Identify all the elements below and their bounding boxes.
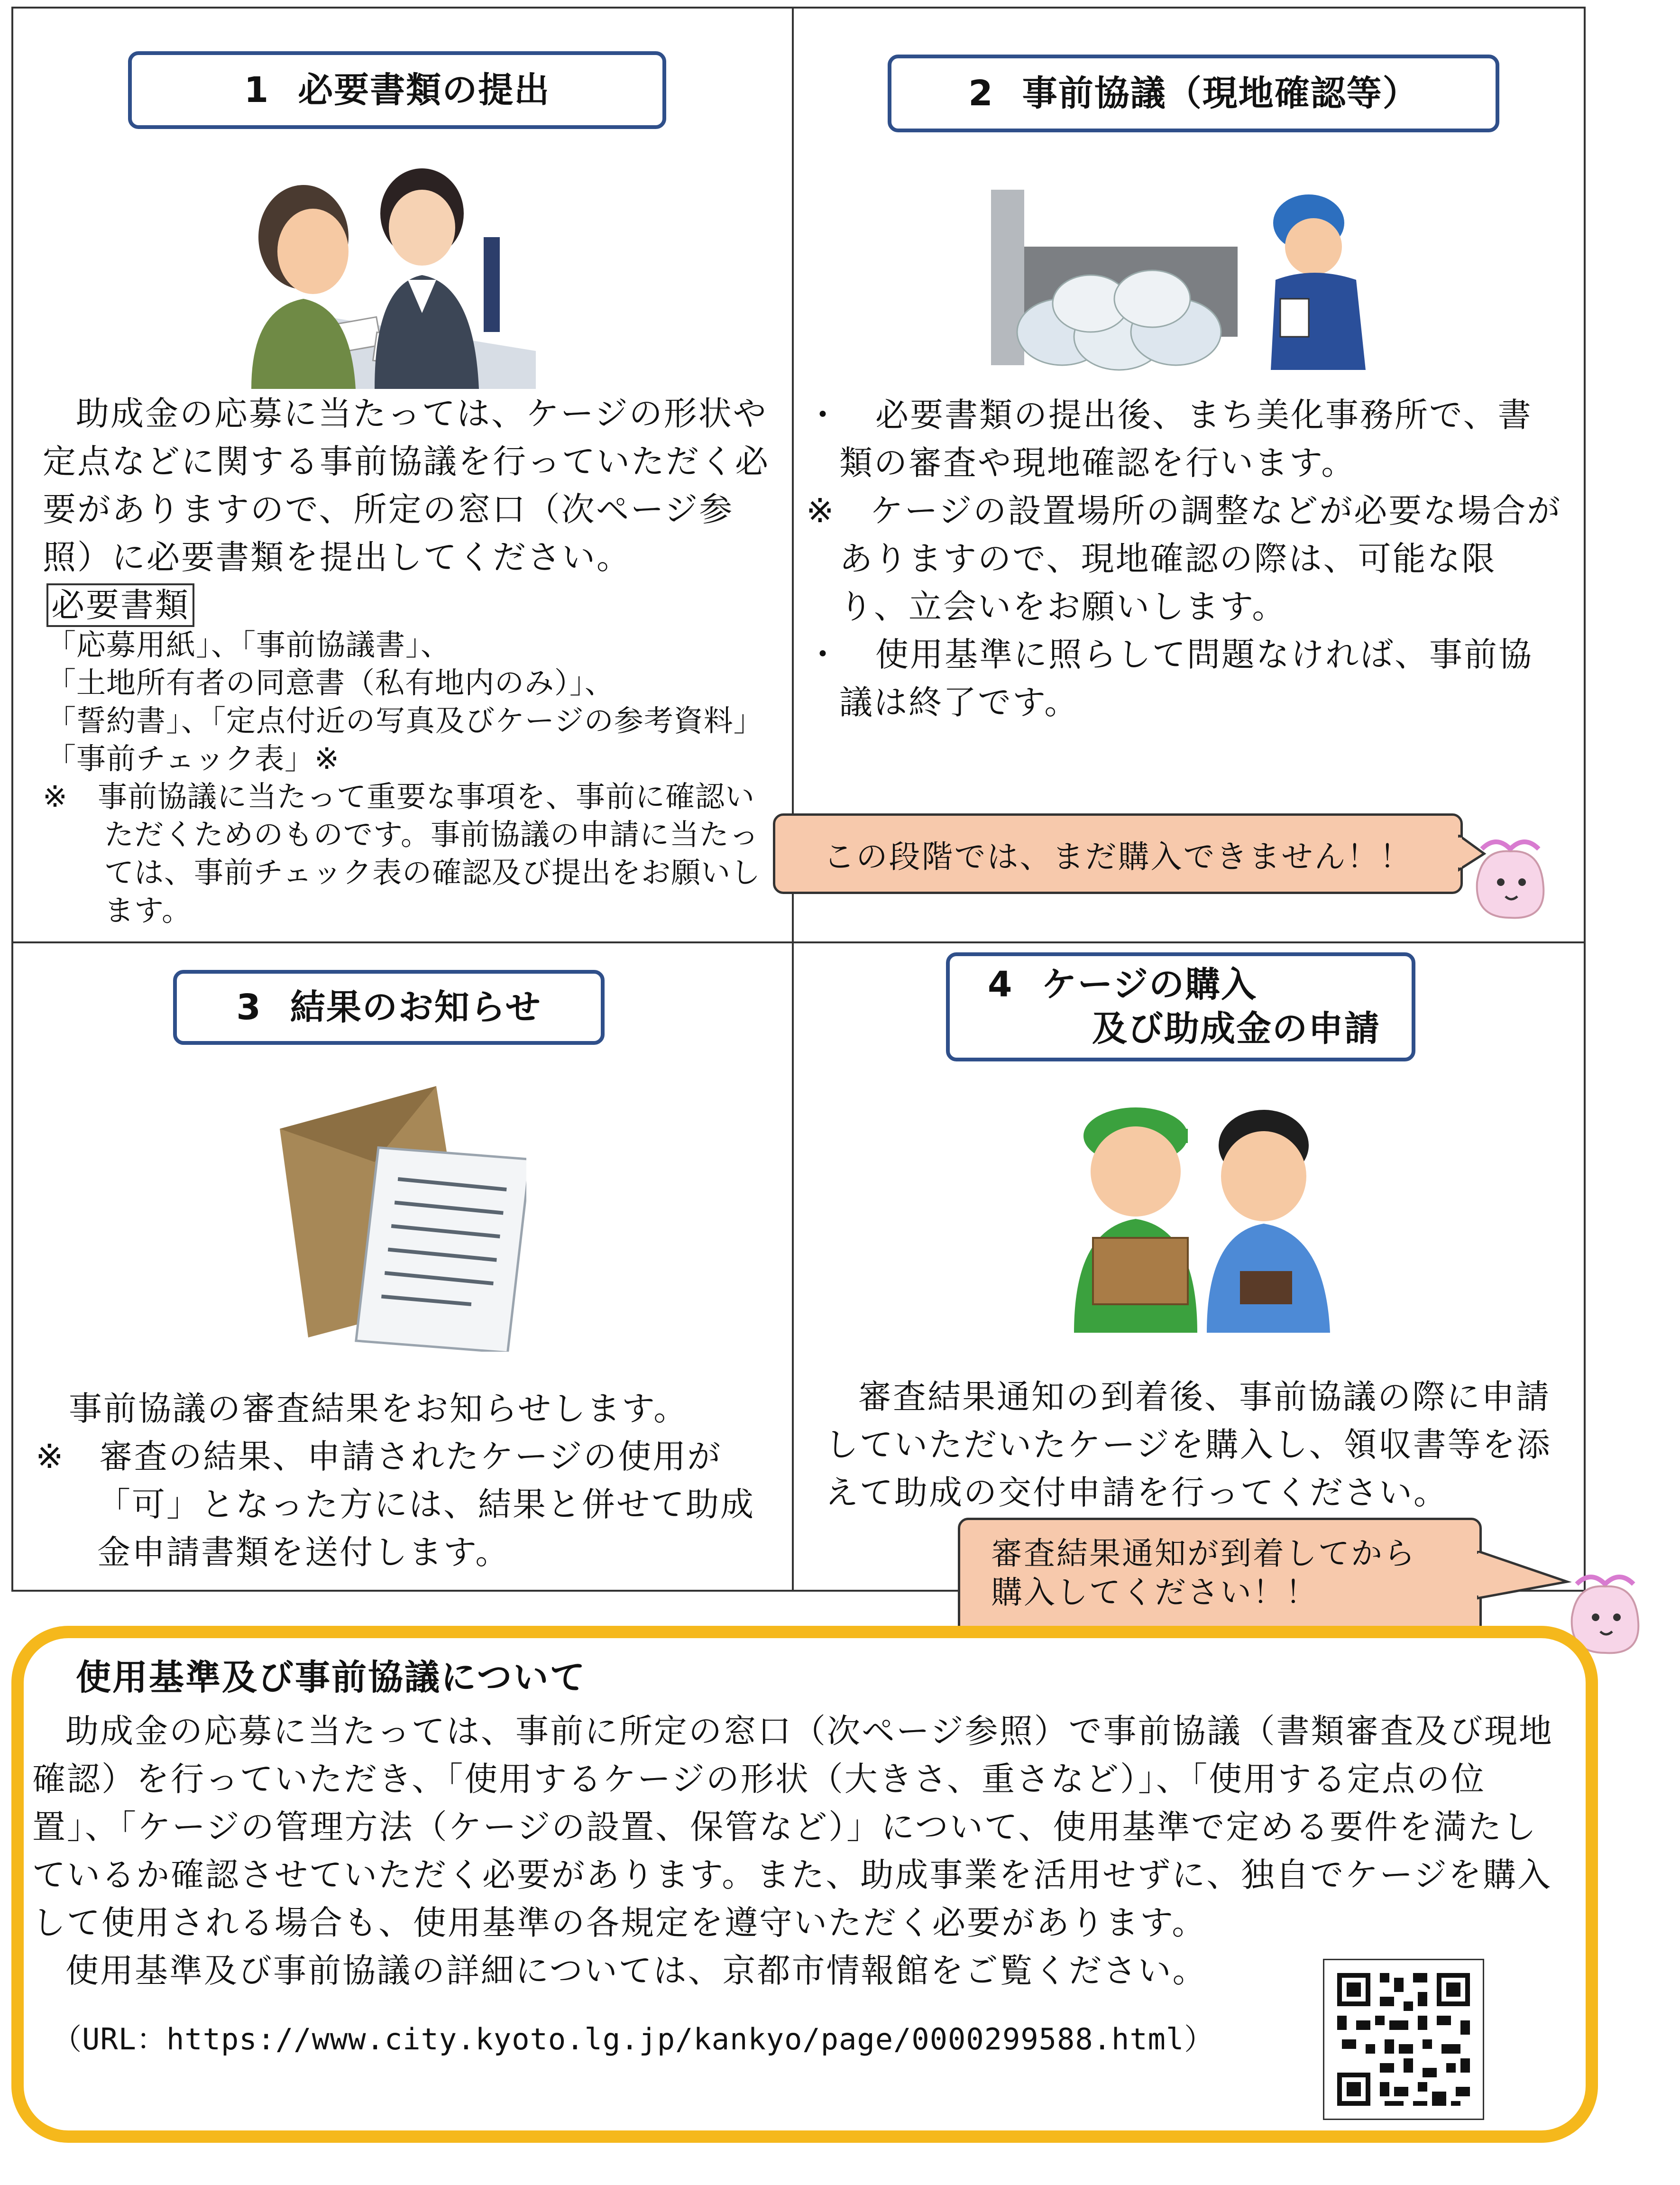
step4-title-line2: 及び助成金の申請: [1092, 1008, 1380, 1049]
step4-title-box: [946, 952, 1415, 1061]
grid-top-border: [11, 7, 1586, 9]
step2-number: 2: [968, 73, 994, 114]
step2-bubble-text: この段階では、まだ購入できません！！: [823, 838, 1413, 875]
step1-title-box: [128, 51, 666, 129]
step3-note: ※ 審査の結果、申請されたケージの使用が「可」となった方には、結果と併せて助成金申請書類を送付します。: [36, 1437, 755, 1572]
site-inspection-illustration: [991, 180, 1380, 379]
purchase-illustration: [1065, 1100, 1340, 1333]
step4-title-line1: [988, 964, 1257, 1005]
step3-title: 結果のお知らせ: [290, 986, 542, 1028]
step1-note-wrap: [43, 778, 775, 930]
step1-number: 1: [244, 69, 270, 111]
step4-text: 審査結果通知の到着後、事前協議の際に申請していただいたケージを購入し、領収書等を添えて助成の交付申請を行ってください。: [825, 1377, 1551, 1512]
step1-docs-label-wrap: [46, 581, 194, 629]
step4-number: 4: [988, 964, 1013, 1005]
grid-center-divider: [792, 7, 794, 1591]
envelope-document-illustration: [280, 1086, 526, 1352]
required-documents-label: 必要書類: [46, 583, 194, 627]
step4-warning-bubble: [958, 1518, 1482, 1636]
docs-line-2: 「土地所有者の同意書（私有地内のみ）」、: [46, 665, 615, 700]
step4-bubble-line1: 審査結果通知が到着してから: [991, 1535, 1416, 1572]
step3-number: 3: [236, 986, 262, 1028]
step2-line-3: ・ 使用基準に照らして問題なければ、事前協議は終了です。: [806, 635, 1533, 722]
step4-title-a: ケージの購入: [1041, 964, 1258, 1005]
grid-middle-divider: [11, 941, 1586, 943]
step1-note: ※ 事前協議に当たって重要な事項を、事前に確認いただくためのものです。事前協議の申請に当たっては、事前チェック表の確認及び提出をお願いします。: [43, 779, 761, 928]
footer-title: 使用基準及び事前協議について: [76, 1657, 587, 1698]
step3-body: [36, 1385, 775, 1577]
step4-bubble-line2: 購入してください！！: [991, 1574, 1318, 1611]
step2-warning-bubble: [773, 813, 1463, 894]
footer-body: [32, 1707, 1569, 1995]
step2-line-2: ※ ケージの設置場所の調整などが必要な場合がありますので、現地確認の際は、可能な限り、立会いをお願いします。: [806, 491, 1562, 626]
step3-intro: 事前協議の審査結果をお知らせします。: [69, 1389, 689, 1428]
step1-intro: 助成金の応募に当たっては、ケージの形状や定点などに関する事前協議を行っていただく必要がありますので、所定の窓口（次ページ参照）に必要書類を提出してください。: [43, 394, 770, 577]
grid-left-border: [11, 7, 13, 1591]
step4-body: [825, 1373, 1565, 1517]
docs-line-1: 「応募用紙」、「事前協議書」、: [46, 627, 451, 662]
footer-url[interactable]: （URL：https://www.city.kyoto.lg.jp/kankyo/page/0000299588.html）: [52, 2022, 1214, 2056]
step1-docs-list: [46, 626, 777, 778]
footer-para1: 助成金の応募に当たっては、事前に所定の窓口（次ページ参照）で事前協議（書類審査及び現地確認）を行っていただき、「使用するケージの形状（大きさ、重さなど）」、「使用する定点の位置」、「ケージの管理方法（ケージの設置、保管など）」について、使用基準で定める要件を満たしているか確認させていただく必要があります。また、助成事業を活用せずに、独自でケージを購入して使用される場合も、使用基準の各規定を遵守いただく必要があります。: [32, 1712, 1553, 1942]
qr-code-icon[interactable]: [1323, 1959, 1484, 2120]
mascot-icon: [1463, 830, 1558, 930]
grid-right-border: [1584, 7, 1586, 1591]
step2-title-box: [888, 55, 1499, 132]
step2-title: 事前協議（現地確認等）: [1022, 73, 1419, 114]
step1-title: 必要書類の提出: [298, 69, 551, 111]
docs-line-4: 「事前チェック表」※: [46, 741, 340, 776]
step3-title-box: [173, 970, 605, 1045]
step2-line-1: ・ 必要書類の提出後、まち美化事務所で、書類の審査や現地確認を行います。: [806, 396, 1533, 482]
docs-line-3: 「誓約書」、「定点付近の写真及びケージの参考資料」: [46, 703, 763, 738]
consultation-illustration: [232, 157, 536, 389]
step2-body: [806, 391, 1565, 727]
footer-para2: 使用基準及び事前協議の詳細については、京都市情報館をご覧ください。: [65, 1951, 1207, 1990]
step1-body: [43, 390, 773, 581]
